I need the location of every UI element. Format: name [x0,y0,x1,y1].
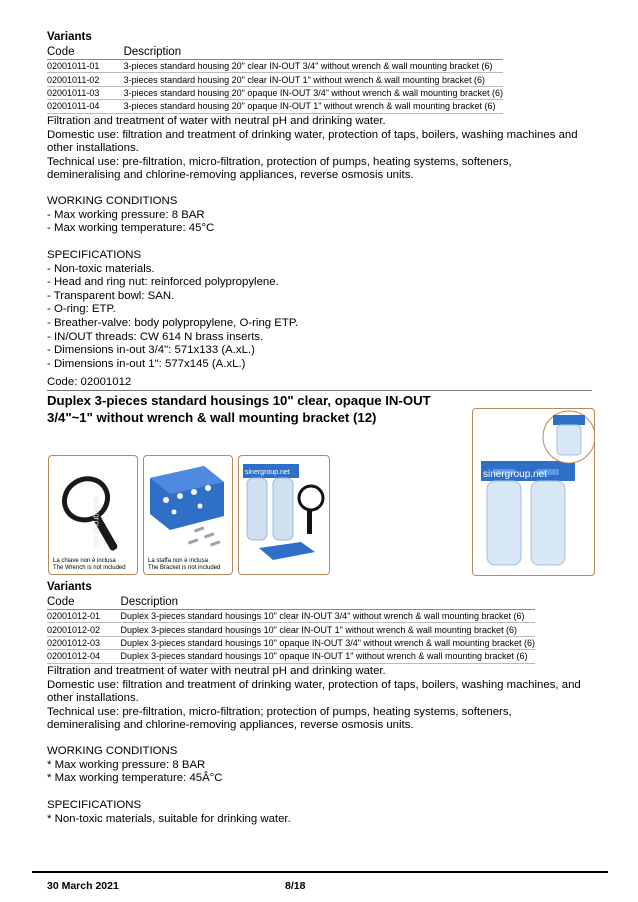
duplex-kit-image [238,455,330,575]
section-heading: SPECIFICATIONS [47,249,142,261]
description-line: demineralising and chlorine-removing appliances, reverse osmosis units. [47,719,414,732]
table-row [47,60,503,73]
table-row [47,73,503,86]
spec-line: - O-ring: ETP. [47,303,116,316]
watermark: sinergroup.net [483,469,547,480]
variant-code: 02001011-03 [47,86,124,99]
variant-description: 3-pieces standard housing 20" opaque IN-OUT 3/4" without wrench & wall mounting bracket (6) [123,87,503,98]
product-title [47,393,431,426]
wrench-caption [53,558,126,572]
wrench-image [48,455,138,575]
column-header-code: Code [47,595,121,610]
description-line: other installations. [47,142,139,155]
variant-code: 02001011-01 [47,60,124,73]
spec-line: - IN/OUT threads: CW 614 N brass inserts. [47,330,264,343]
table-row [47,636,535,649]
spec-line: - Breather-valve: body polypropylene, O-ring ETP. [47,316,299,329]
table-row [47,86,503,99]
caption-line-english: The Wrench is not included [53,565,126,571]
condition-line: * Max working pressure: 8 BAR [47,758,206,771]
working-conditions [47,195,214,236]
variants-table [47,595,535,664]
product-description [47,665,581,733]
section-heading: WORKING CONDITIONS [47,745,178,757]
section-heading: SPECIFICATIONS [47,799,142,811]
product-description [47,115,578,183]
variant-code: 02001012-01 [47,610,121,623]
variant-code: 02001011-02 [47,73,124,86]
table-row [47,100,503,113]
bracket-icon [144,456,232,574]
product-title-line: 3/4"~1" without wrench & wall mounting bracket (12) [47,409,377,425]
working-conditions [47,745,223,786]
description-line: Filtration and treatment of water with neutral pH and drinking water. [47,115,386,127]
column-header-code: Code [47,45,124,60]
product-title-line: Duplex 3-pieces standard housings 10" clear, opaque IN-OUT [47,393,431,408]
footer-date: 30 March 2021 [47,880,119,892]
variant-description: 3-pieces standard housing 20" clear IN-OUT 3/4" without wrench & wall mounting bracket (6) [124,60,503,73]
watermark: sinergroup.net [245,469,290,476]
description-line: Domestic use: filtration and treatment of drinking water, protection of taps, boilers, washing machines, and [47,678,581,691]
bracket-image [143,455,233,575]
specifications [47,249,298,371]
description-line: other installations. [47,692,139,705]
variant-code: 02001012-02 [47,623,121,636]
variant-description: Duplex 3-pieces standard housings 10" clear IN-OUT 1" without wrench & wall mounting bracket (6) [121,623,535,636]
product-code: Code: 02001012 [47,376,132,388]
caption-line-english: The Bracket is not included [148,565,221,571]
condition-line: * Max working temperature: 45Â°C [47,772,223,785]
condition-line: - Max working pressure: 8 BAR [47,208,205,221]
variant-description: 3-pieces standard housing 20" opaque IN-OUT 1" without wrench & wall mounting bracket (6) [124,100,503,113]
wrench-icon [49,456,137,574]
specifications [47,799,291,826]
footer-rule [32,871,608,873]
description-line: demineralising and chlorine-removing appliances, reverse osmosis units. [47,169,414,182]
spec-line: - Transparent bowl: SAN. [47,289,175,302]
variants-heading: Variants [47,581,92,593]
variant-description: Duplex 3-pieces standard housings 10" opaque IN-OUT 1" without wrench & wall mounting bracket (6) [121,650,535,663]
caption-line-italian: La chiave non è inclusa [53,558,116,564]
bracket-caption [148,558,220,572]
description-line: Technical use: pre-filtration, micro-filtration; protection of pumps, heating systems, softeners, [47,705,512,718]
description-line: Domestic use: filtration and treatment of drinking water, protection of taps, boilers, washing machines and [47,128,578,141]
table-row [47,650,535,663]
section-heading: WORKING CONDITIONS [47,195,178,207]
variants-table [47,45,503,114]
duplex-product-image [472,408,595,576]
caption-line-italian: La staffa non è inclusa [148,558,208,564]
variant-description: Duplex 3-pieces standard housings 10" opaque IN-OUT 3/4" without wrench & wall mounting bracket (6) [120,637,535,648]
spec-line: - Head and ring nut: reinforced polypropylene. [47,276,279,289]
watermark: sinergroup.net [92,496,101,548]
description-line: Technical use: pre-filtration, micro-filtration, protection of pumps, heating systems, softeners, [47,155,512,168]
variant-description: 3-pieces standard housing 20" clear IN-OUT 1" without wrench & wall mounting bracket (6) [124,73,503,86]
column-header-description: Description [124,45,503,60]
variant-description: Duplex 3-pieces standard housings 10" clear IN-OUT 3/4" without wrench & wall mounting bracket (6) [121,610,535,623]
column-header-description: Description [121,595,535,610]
variant-code: 02001012-04 [47,650,121,663]
spec-line: - Non-toxic materials. [47,262,155,275]
spec-line: - Dimensions in-out 3/4": 571x133 (A.xL.) [47,344,255,357]
variants-heading: Variants [47,31,92,43]
spec-line: * Non-toxic materials, suitable for drinking water. [47,812,291,825]
table-row [47,610,535,623]
divider [47,390,592,391]
duplex-filter-icon [473,409,594,575]
variant-code: 02001011-04 [47,100,124,113]
duplex-housing-icon [239,456,329,574]
variant-code: 02001012-03 [47,636,121,649]
description-line: Filtration and treatment of water with neutral pH and drinking water. [47,665,386,677]
page-number: 8/18 [285,880,306,892]
table-row [47,623,535,636]
condition-line: - Max working temperature: 45°C [47,222,215,235]
spec-line: - Dimensions in-out 1": 577x145 (A.xL.) [47,357,246,370]
